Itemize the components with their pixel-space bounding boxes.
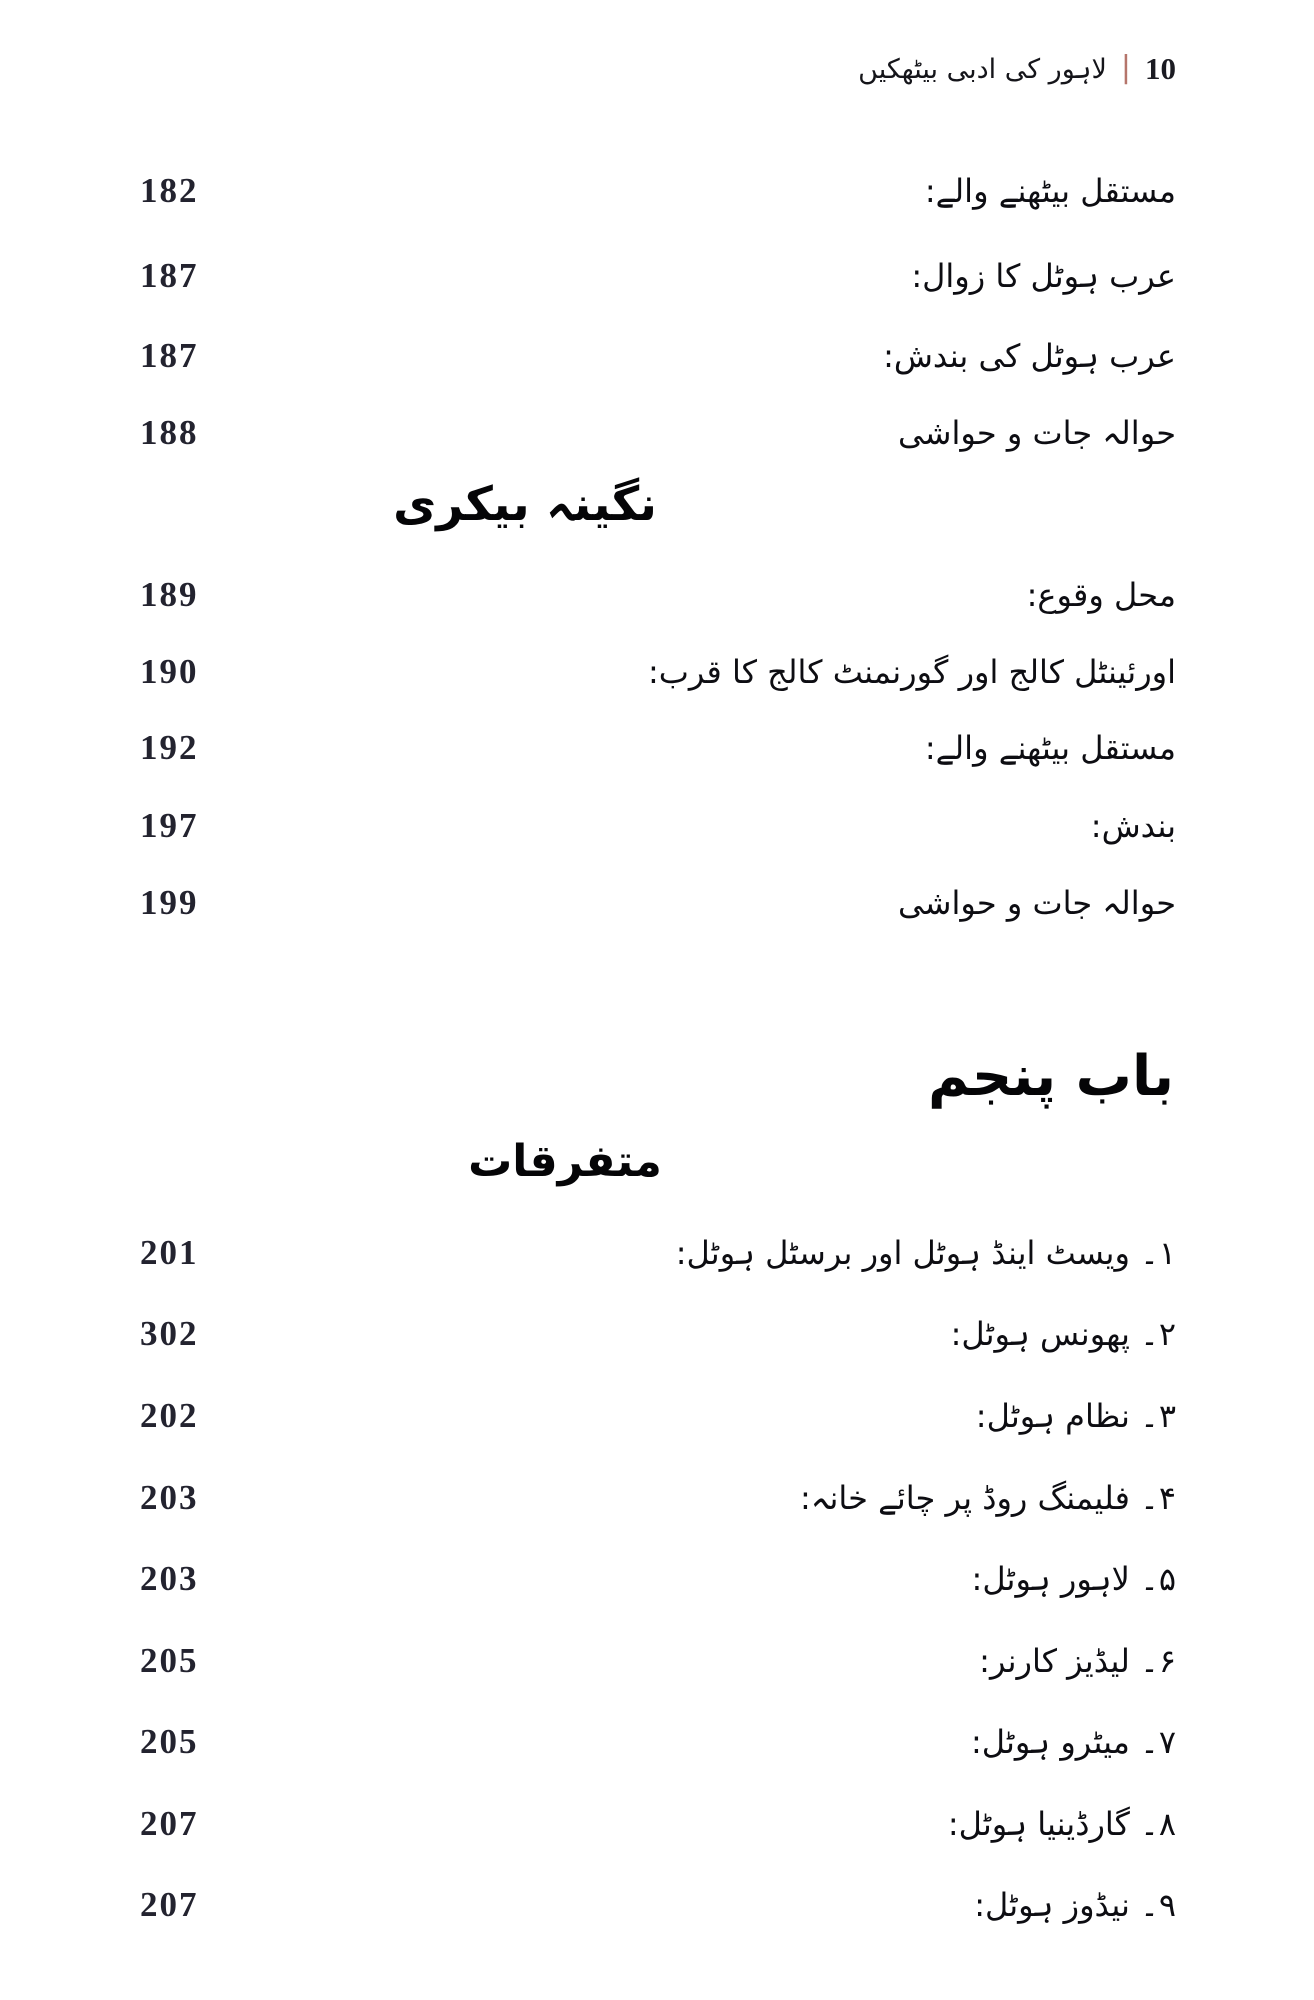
entry-title: عرب ہوٹل کا زوال: (911, 257, 1176, 295)
entry-page-number: 187 (140, 256, 199, 295)
entry-title: اورئینٹل کالج اور گورنمنٹ کالج کا قرب: (647, 653, 1176, 691)
entry-page-number: 188 (140, 413, 199, 452)
entry-title: حوالہ جات و حواشی (897, 414, 1176, 452)
toc-entry (140, 156, 1176, 226)
toc-entry (140, 868, 1176, 938)
entry-page-number: 199 (140, 883, 199, 922)
chapter-heading-bab-panjum: باب پنجم (928, 1044, 1174, 1109)
entry-page-number: 197 (140, 806, 199, 845)
toc-entry (140, 1218, 1176, 1288)
toc-entry (140, 1463, 1176, 1533)
toc-entry (140, 1789, 1176, 1859)
toc-entry (140, 241, 1176, 311)
entry-page-number: 302 (140, 1314, 199, 1353)
entry-title: ۵۔ لاہور ہوٹل: (971, 1560, 1176, 1598)
toc-entry (140, 560, 1176, 630)
toc-entry (140, 1626, 1176, 1696)
toc-entry (140, 398, 1176, 468)
entry-page-number: 182 (140, 171, 199, 210)
entry-page-number: 207 (140, 1804, 199, 1843)
toc-entry (140, 1707, 1176, 1777)
entry-page-number: 190 (140, 652, 199, 691)
section-heading-nagina-bakery: نگینہ بیکری (393, 477, 657, 532)
entry-title: عرب ہوٹل کی بندش: (883, 337, 1176, 375)
entry-title: حوالہ جات و حواشی (897, 884, 1176, 922)
entry-title: ۹۔ نیڈوز ہوٹل: (974, 1886, 1176, 1924)
entry-page-number: 201 (140, 1233, 199, 1272)
header-book-title: لاہور کی ادبی بیٹھکیں (858, 53, 1107, 85)
entry-title: مستقل بیٹھنے والے: (924, 172, 1176, 210)
toc-entry (140, 713, 1176, 783)
section-heading-mutafarriqat: متفرقات (468, 1136, 662, 1187)
entry-title: بندش: (1090, 807, 1176, 845)
entry-title: ۸۔ گارڈینیا ہوٹل: (947, 1805, 1176, 1843)
entry-page-number: 203 (140, 1478, 199, 1517)
entry-page-number: 202 (140, 1396, 199, 1435)
entry-title: ۶۔ لیڈیز کارنر: (979, 1642, 1176, 1680)
page-header (140, 38, 1176, 100)
entry-title: ۷۔ میٹرو ہوٹل: (970, 1723, 1176, 1761)
entry-title: محل وقوع: (1026, 576, 1176, 614)
toc-entry (140, 1870, 1176, 1940)
toc-entry (140, 321, 1176, 391)
entry-page-number: 205 (140, 1641, 199, 1680)
header-separator: | (1120, 49, 1131, 85)
entry-title: ۱۔ ویسٹ اینڈ ہوٹل اور برسٹل ہوٹل: (675, 1234, 1176, 1272)
entry-title: ۳۔ نظام ہوٹل: (975, 1397, 1176, 1435)
entry-page-number: 189 (140, 575, 199, 614)
toc-entry (140, 637, 1176, 707)
entry-title: مستقل بیٹھنے والے: (924, 729, 1176, 767)
toc-entry (140, 791, 1176, 861)
toc-entry (140, 1381, 1176, 1451)
header-page-number: 10 (1145, 51, 1176, 86)
toc-entry (140, 1299, 1176, 1369)
entry-page-number: 207 (140, 1885, 199, 1924)
entry-title: ۴۔ فلیمنگ روڈ پر چائے خانہ: (799, 1479, 1176, 1517)
entry-title: ۲۔ پھونس ہوٹل: (950, 1315, 1176, 1353)
toc-entry (140, 1544, 1176, 1614)
entry-page-number: 205 (140, 1722, 199, 1761)
entry-page-number: 203 (140, 1559, 199, 1598)
entry-page-number: 187 (140, 336, 199, 375)
entry-page-number: 192 (140, 728, 199, 767)
